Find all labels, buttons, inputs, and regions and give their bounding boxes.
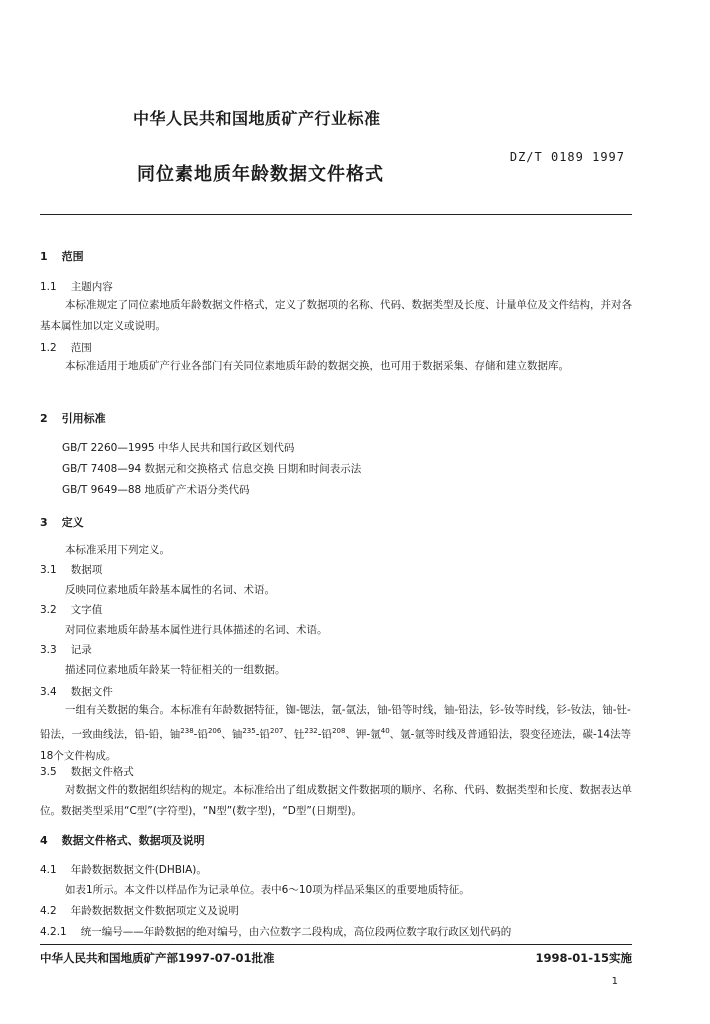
section-3-1-heading: 3.1 数据项 xyxy=(40,564,103,576)
section-3-heading: 3 定义 xyxy=(40,516,84,529)
issuing-organization: 中华人民共和国地质矿产行业标准 xyxy=(133,109,381,128)
page-number: 1 xyxy=(611,976,618,987)
section-1-1-heading: 1.1 主题内容 xyxy=(40,281,113,293)
section-4-1-heading: 4.1 年龄数据数据文件(DHBIA)。 xyxy=(40,864,207,876)
section-4-heading: 4 数据文件格式、数据项及说明 xyxy=(40,834,205,847)
section-3-1-text: 反映同位素地质年龄基本属性的名词、术语。 xyxy=(65,584,275,596)
section-2-heading: 2 引用标准 xyxy=(40,412,106,425)
standard-code: DZ/T 0189 1997 xyxy=(509,150,625,164)
section-4-2-1-text: 4.2.1 统一编号——年龄数据的绝对编号，由六位数字二段构成，高位段两位数字取行政区划代码的 xyxy=(40,926,512,938)
section-3-2-text: 对同位素地质年龄基本属性进行具体描述的名词、术语。 xyxy=(65,624,328,636)
reference-item: GB/T 7408—94 数据元和交换格式 信息交换 日期和时间表示法 xyxy=(62,463,362,475)
section-3-4-text: 一组有关数据的集合。本标准有年龄数据特征，铷-锶法，氩-氩法，铀-铅等时线，铀-铅法，钐-钕等时线，钐-钕法，铀-钍-铅法，一致曲线法，铅-铅，铀$^{238}$-铅$^{206}$、铀$^{235}$-铅$^{207}$、钍$^{232}$-铅$^{208}$、钾-氩$^{40}$、氩-氩等时线及普通铅法，裂变径迹法，碳-14法等18个文件构成。 xyxy=(40,704,632,762)
section-1-2-heading: 1.2 范围 xyxy=(40,342,92,354)
reference-item: GB/T 2260—1995 中华人民共和国行政区划代码 xyxy=(62,442,295,454)
effective-date: 1998-01-15实施 xyxy=(535,951,632,965)
section-1-1-text: 本标准规定了同位素地质年龄数据文件格式，定义了数据项的名称、代码、数据类型及长度、计量单位及文件结构，并对各基本属性加以定义或说明。 xyxy=(40,299,632,332)
section-3-3-text: 描述同位素地质年龄某一特征相关的一组数据。 xyxy=(65,664,286,676)
section-3-intro: 本标准采用下列定义。 xyxy=(65,544,170,556)
document-title: 同位素地质年龄数据文件格式 xyxy=(137,164,384,185)
bottom-divider xyxy=(40,944,632,945)
section-3-5-text: 对数据文件的数据组织结构的规定。本标准给出了组成数据文件数据项的顺序、名称、代码、数据类型和长度、数据表达单位。数据类型采用“C型”(字符型)，“N型”(数字型)，“D型”(日期型)。 xyxy=(40,784,632,817)
section-1-2-text: 本标准适用于地质矿产行业各部门有关同位素地质年龄的数据交换，也可用于数据采集、存储和建立数据库。 xyxy=(65,360,569,372)
section-4-1-text: 如表1所示。本文件以样品作为记录单位。表中6～10项为样品采集区的重要地质特征。 xyxy=(65,884,470,896)
section-3-5-heading: 3.5 数据文件格式 xyxy=(40,766,134,778)
section-3-2-heading: 3.2 文字值 xyxy=(40,604,103,616)
top-divider xyxy=(40,214,632,215)
section-1-heading: 1 范围 xyxy=(40,250,84,263)
section-4-2-heading: 4.2 年龄数据数据文件数据项定义及说明 xyxy=(40,905,239,917)
reference-item: GB/T 9649—88 地质矿产术语分类代码 xyxy=(62,484,250,496)
section-3-4-heading: 3.4 数据文件 xyxy=(40,686,113,698)
section-3-3-heading: 3.3 记录 xyxy=(40,644,92,656)
approval-line: 中华人民共和国地质矿产部1997-07-01批准 xyxy=(40,951,275,965)
